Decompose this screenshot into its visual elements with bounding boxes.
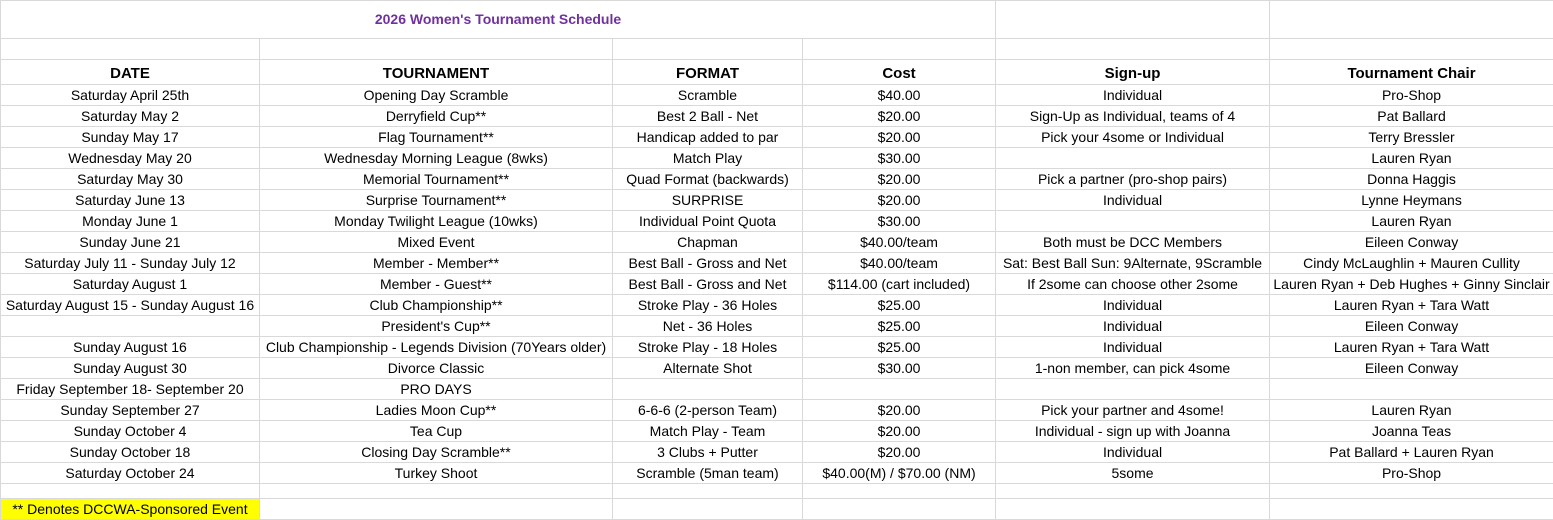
blank-row xyxy=(1,39,1553,60)
date-cell[interactable]: Saturday June 13 xyxy=(1,190,260,211)
signup-cell[interactable]: Individual xyxy=(996,85,1270,106)
date-cell[interactable]: Saturday August 1 xyxy=(1,274,260,295)
date-cell[interactable]: Friday September 18- September 20 xyxy=(1,379,260,400)
chair-cell[interactable]: Donna Haggis xyxy=(1270,169,1553,190)
chair-cell[interactable]: Lynne Heymans xyxy=(1270,190,1553,211)
signup-cell[interactable]: Sign-Up as Individual, teams of 4 xyxy=(996,106,1270,127)
date-cell[interactable]: Monday June 1 xyxy=(1,211,260,232)
signup-cell[interactable]: Pick your 4some or Individual xyxy=(996,127,1270,148)
format-cell[interactable]: Stroke Play - 36 Holes xyxy=(613,295,803,316)
cost-cell[interactable]: $40.00/team xyxy=(803,232,996,253)
chair-cell[interactable]: Pro-Shop xyxy=(1270,463,1553,484)
format-cell[interactable]: Match Play xyxy=(613,148,803,169)
cell[interactable] xyxy=(613,499,803,520)
chair-cell[interactable]: Lauren Ryan xyxy=(1270,148,1553,169)
header-cost[interactable]: Cost xyxy=(803,60,996,85)
signup-cell[interactable]: Sat: Best Ball Sun: 9Alternate, 9Scramble xyxy=(996,253,1270,274)
chair-cell[interactable]: Eileen Conway xyxy=(1270,358,1553,379)
tournament-cell[interactable]: PRO DAYS xyxy=(260,379,613,400)
cell[interactable] xyxy=(613,39,803,60)
format-cell[interactable]: Best Ball - Gross and Net xyxy=(613,274,803,295)
tournament-cell[interactable]: Club Championship** xyxy=(260,295,613,316)
signup-cell[interactable]: Pick your partner and 4some! xyxy=(996,400,1270,421)
table-row xyxy=(1,400,1553,421)
cell[interactable] xyxy=(1270,484,1553,499)
signup-cell[interactable]: Both must be DCC Members xyxy=(996,232,1270,253)
signup-cell[interactable]: Pick a partner (pro-shop pairs) xyxy=(996,169,1270,190)
cell[interactable] xyxy=(613,484,803,499)
cell[interactable] xyxy=(260,484,613,499)
tournament-cell[interactable]: Opening Day Scramble xyxy=(260,85,613,106)
blank-row xyxy=(1,484,1553,499)
chair-cell[interactable]: Terry Bressler xyxy=(1270,127,1553,148)
chair-cell[interactable]: Lauren Ryan xyxy=(1270,400,1553,421)
table-row xyxy=(1,421,1553,442)
chair-cell[interactable]: Lauren Ryan xyxy=(1270,211,1553,232)
format-cell[interactable] xyxy=(613,379,803,400)
header-signup[interactable]: Sign-up xyxy=(996,60,1270,85)
date-cell[interactable]: Saturday May 30 xyxy=(1,169,260,190)
tournament-cell[interactable]: Member - Member** xyxy=(260,253,613,274)
tournament-cell[interactable]: Closing Day Scramble** xyxy=(260,442,613,463)
format-cell[interactable]: Quad Format (backwards) xyxy=(613,169,803,190)
signup-cell[interactable] xyxy=(996,148,1270,169)
signup-cell[interactable]: Individual - sign up with Joanna xyxy=(996,421,1270,442)
signup-cell[interactable]: Individual xyxy=(996,337,1270,358)
cell[interactable] xyxy=(996,499,1270,520)
cost-cell[interactable] xyxy=(803,379,996,400)
header-row xyxy=(1,60,1553,85)
title-row xyxy=(1,1,1553,39)
chair-cell[interactable]: Joanna Teas xyxy=(1270,421,1553,442)
cell[interactable] xyxy=(996,484,1270,499)
format-cell[interactable]: 6-6-6 (2-person Team) xyxy=(613,400,803,421)
table-row xyxy=(1,127,1553,148)
tournament-cell[interactable]: Ladies Moon Cup** xyxy=(260,400,613,421)
table-row xyxy=(1,232,1553,253)
cell[interactable] xyxy=(996,39,1270,60)
format-cell[interactable]: SURPRISE xyxy=(613,190,803,211)
format-cell[interactable]: Net - 36 Holes xyxy=(613,316,803,337)
cell[interactable] xyxy=(260,499,613,520)
table-row xyxy=(1,316,1553,337)
format-cell[interactable]: Chapman xyxy=(613,232,803,253)
header-chair[interactable]: Tournament Chair xyxy=(1270,60,1553,85)
tournament-cell[interactable]: Club Championship - Legends Division (70Years older) xyxy=(260,337,613,358)
cost-cell[interactable]: $20.00 xyxy=(803,421,996,442)
table-row xyxy=(1,379,1553,400)
table-row xyxy=(1,253,1553,274)
signup-cell[interactable]: 1-non member, can pick 4some xyxy=(996,358,1270,379)
chair-cell[interactable]: Cindy McLaughlin + Mauren Cullity xyxy=(1270,253,1553,274)
cell[interactable] xyxy=(803,484,996,499)
table-row xyxy=(1,358,1553,379)
header-date[interactable]: DATE xyxy=(1,60,260,85)
chair-cell[interactable]: Lauren Ryan + Deb Hughes + Ginny Sinclair xyxy=(1270,274,1553,295)
format-cell[interactable]: Individual Point Quota xyxy=(613,211,803,232)
cell[interactable] xyxy=(1270,499,1553,520)
format-cell[interactable]: Stroke Play - 18 Holes xyxy=(613,337,803,358)
tournament-cell[interactable]: Surprise Tournament** xyxy=(260,190,613,211)
signup-cell[interactable] xyxy=(996,211,1270,232)
footnote-row xyxy=(1,499,1553,520)
cost-cell[interactable]: $25.00 xyxy=(803,295,996,316)
chair-cell[interactable]: Pat Ballard + Lauren Ryan xyxy=(1270,442,1553,463)
date-cell[interactable]: Saturday August 15 - Sunday August 16 xyxy=(1,295,260,316)
cost-cell[interactable]: $40.00(M) / $70.00 (NM) xyxy=(803,463,996,484)
table-row xyxy=(1,295,1553,316)
format-cell[interactable]: Alternate Shot xyxy=(613,358,803,379)
chair-cell[interactable]: Lauren Ryan + Tara Watt xyxy=(1270,337,1553,358)
cost-cell[interactable]: $30.00 xyxy=(803,148,996,169)
cell[interactable] xyxy=(1270,39,1553,60)
format-cell[interactable]: Scramble xyxy=(613,85,803,106)
format-cell[interactable]: Scramble (5man team) xyxy=(613,463,803,484)
chair-cell[interactable] xyxy=(1270,379,1553,400)
signup-cell[interactable]: 5some xyxy=(996,463,1270,484)
table-row xyxy=(1,148,1553,169)
format-cell[interactable]: Handicap added to par xyxy=(613,127,803,148)
table-row xyxy=(1,190,1553,211)
cell[interactable] xyxy=(996,1,1270,39)
tournament-cell[interactable]: Flag Tournament** xyxy=(260,127,613,148)
chair-cell[interactable]: Lauren Ryan + Tara Watt xyxy=(1270,295,1553,316)
chair-cell[interactable]: Pro-Shop xyxy=(1270,85,1553,106)
tournament-cell[interactable]: Divorce Classic xyxy=(260,358,613,379)
tournament-cell[interactable]: Member - Guest** xyxy=(260,274,613,295)
date-cell[interactable]: Saturday July 11 - Sunday July 12 xyxy=(1,253,260,274)
signup-cell[interactable]: Individual xyxy=(996,295,1270,316)
tournament-cell[interactable]: Monday Twilight League (10wks) xyxy=(260,211,613,232)
cost-cell[interactable]: $20.00 xyxy=(803,127,996,148)
cell[interactable] xyxy=(1,484,260,499)
cost-cell[interactable]: $114.00 (cart included) xyxy=(803,274,996,295)
tournament-cell[interactable]: Mixed Event xyxy=(260,232,613,253)
header-tournament[interactable]: TOURNAMENT xyxy=(260,60,613,85)
tournament-cell[interactable]: Tea Cup xyxy=(260,421,613,442)
format-cell[interactable]: Best Ball - Gross and Net xyxy=(613,253,803,274)
table-row xyxy=(1,211,1553,232)
cost-cell[interactable]: $20.00 xyxy=(803,400,996,421)
signup-cell[interactable] xyxy=(996,379,1270,400)
chair-cell[interactable]: Eileen Conway xyxy=(1270,232,1553,253)
date-cell[interactable]: Sunday August 30 xyxy=(1,358,260,379)
cell[interactable] xyxy=(803,39,996,60)
date-cell[interactable]: Sunday June 21 xyxy=(1,232,260,253)
cost-cell[interactable]: $25.00 xyxy=(803,316,996,337)
footnote[interactable]: ** Denotes DCCWA-Sponsored Event xyxy=(1,499,260,520)
cell[interactable] xyxy=(1270,1,1553,39)
header-format[interactable]: FORMAT xyxy=(613,60,803,85)
cost-cell[interactable]: $30.00 xyxy=(803,358,996,379)
tournament-cell[interactable]: Wednesday Morning League (8wks) xyxy=(260,148,613,169)
table-row xyxy=(1,442,1553,463)
cost-cell[interactable]: $25.00 xyxy=(803,337,996,358)
cell[interactable] xyxy=(803,499,996,520)
format-cell[interactable]: 3 Clubs + Putter xyxy=(613,442,803,463)
format-cell[interactable]: Match Play - Team xyxy=(613,421,803,442)
sheet-body xyxy=(1,1,1553,520)
cost-cell[interactable]: $20.00 xyxy=(803,169,996,190)
cost-cell[interactable]: $20.00 xyxy=(803,190,996,211)
tournament-cell[interactable]: Memorial Tournament** xyxy=(260,169,613,190)
chair-cell[interactable]: Pat Ballard xyxy=(1270,106,1553,127)
chair-cell[interactable]: Eileen Conway xyxy=(1270,316,1553,337)
format-cell[interactable]: Best 2 Ball - Net xyxy=(613,106,803,127)
cost-cell[interactable]: $20.00 xyxy=(803,442,996,463)
cost-cell[interactable]: $30.00 xyxy=(803,211,996,232)
cell[interactable] xyxy=(260,39,613,60)
date-cell[interactable]: Saturday April 25th xyxy=(1,85,260,106)
date-cell[interactable]: Sunday October 4 xyxy=(1,421,260,442)
date-cell[interactable]: Wednesday May 20 xyxy=(1,148,260,169)
table-row xyxy=(1,169,1553,190)
sheet-title[interactable]: 2026 Women's Tournament Schedule xyxy=(1,1,996,39)
signup-cell[interactable]: Individual xyxy=(996,190,1270,211)
signup-cell[interactable]: If 2some can choose other 2some xyxy=(996,274,1270,295)
date-cell[interactable]: Sunday August 16 xyxy=(1,337,260,358)
date-cell[interactable]: Sunday October 18 xyxy=(1,442,260,463)
date-cell[interactable]: Saturday May 2 xyxy=(1,106,260,127)
date-cell[interactable]: Sunday September 27 xyxy=(1,400,260,421)
cost-cell[interactable]: $40.00/team xyxy=(803,253,996,274)
cell[interactable] xyxy=(1,39,260,60)
tournament-cell[interactable]: Turkey Shoot xyxy=(260,463,613,484)
date-cell[interactable]: Saturday October 24 xyxy=(1,463,260,484)
signup-cell[interactable]: Individual xyxy=(996,316,1270,337)
signup-cell[interactable]: Individual xyxy=(996,442,1270,463)
table-row xyxy=(1,337,1553,358)
tournament-cell[interactable]: President's Cup** xyxy=(260,316,613,337)
cost-cell[interactable]: $40.00 xyxy=(803,85,996,106)
date-cell[interactable]: Sunday May 17 xyxy=(1,127,260,148)
tournament-cell[interactable]: Derryfield Cup** xyxy=(260,106,613,127)
table-row xyxy=(1,274,1553,295)
table-row xyxy=(1,463,1553,484)
cost-cell[interactable]: $20.00 xyxy=(803,106,996,127)
table-row xyxy=(1,85,1553,106)
date-cell[interactable] xyxy=(1,316,260,337)
table-row xyxy=(1,106,1553,127)
